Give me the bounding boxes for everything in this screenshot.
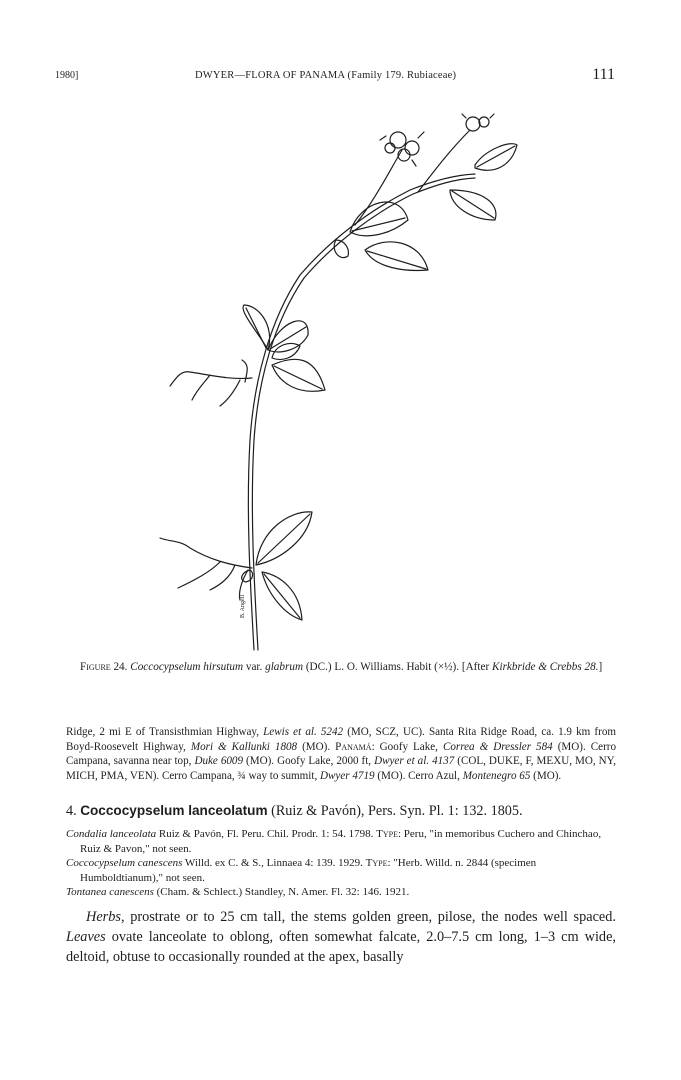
caption-end: ]	[598, 661, 603, 673]
citation-text: (MO). Goofy Lake, 2000 ft,	[243, 755, 375, 768]
header-year: 1980]	[55, 70, 79, 81]
figure-label: Figure 24.	[80, 661, 128, 673]
collector: Lewis et al. 5242	[263, 726, 344, 738]
collector: Duke 6009	[194, 755, 244, 768]
synonym-entry	[66, 885, 616, 900]
collector: Dwyer 4719	[320, 769, 375, 782]
citation-text: (MO).	[297, 740, 336, 753]
main-stem	[248, 174, 475, 650]
citation-text: (MO).	[530, 769, 562, 782]
description-term: Herbs	[86, 909, 121, 925]
type-citation: : Peru, "in memoribus Cuchero and Chinchao, Ruiz & Pavon," not seen.	[80, 828, 602, 855]
synonymy	[66, 827, 616, 900]
page-number: 111	[592, 66, 615, 83]
middle-leaves	[243, 305, 325, 391]
species-number: 4.	[66, 803, 77, 819]
botanical-illustration	[150, 110, 540, 655]
synonym-name: Condalia lanceolata	[66, 828, 157, 840]
province-name: Panamá	[335, 740, 372, 753]
collector: Correa & Dressler 584	[442, 740, 553, 753]
figure-caption	[66, 660, 616, 675]
caption-species: Coccocypselum hirsutum	[130, 661, 244, 673]
citation-text: Ridge, 2 mi E of Transisthmian Highway,	[66, 726, 264, 738]
type-label: Type	[376, 828, 398, 840]
citation-text: (MO, SCZ, UC). Santa Rita Ridge Road, ca. 1.9 km from Boyd-Roosevelt Highway,	[66, 726, 617, 753]
flower-stalks	[355, 130, 470, 225]
type-citation: : "Herb. Willd. n. 2844 (specimen Humboldtianum)," not seen.	[80, 857, 537, 884]
specimen-citations	[66, 725, 616, 783]
citation-text: (MO). Cerro Campana, savanna near top,	[66, 740, 617, 768]
citation-text: : Goofy Lake,	[371, 740, 443, 753]
caption-source: Kirkbride & Crebbs 28.	[492, 661, 599, 673]
species-heading	[66, 803, 626, 820]
description-text: , prostrate or to 25 cm tall, the stems golden green, pilose, the nodes well spaced.	[120, 909, 616, 925]
caption-variety: glabrum	[265, 661, 304, 673]
species-description	[66, 907, 616, 967]
description-term: Leaves	[66, 929, 106, 945]
artist-signature: B. Angell	[240, 594, 246, 618]
synonym-citation: Ruiz & Pavón, Fl. Peru. Chil. Prodr. 1: 54. 1798.	[156, 828, 377, 840]
citation-text: (COL, DUKE, F, MEXU, MO, NY, MICH, PMA, VEN). Cerro Campana, ¾ way to summit,	[66, 755, 616, 782]
roots	[160, 360, 252, 600]
caption-authority: (DC.) L. O. Williams. Habit (×½). [After	[305, 661, 490, 673]
synonym-citation: Willd. ex C. & S., Linnaea 4: 139. 1929.	[182, 857, 366, 870]
species-name: Coccocypselum lanceolatum	[80, 803, 268, 818]
type-label: Type	[365, 857, 388, 870]
collector: Mori & Kallunki 1808	[190, 740, 298, 753]
synonym-name: Coccocypselum canescens	[66, 857, 183, 870]
synonym-name: Tontanea canescens	[66, 886, 154, 899]
collector: Dwyer et al. 4137	[374, 755, 455, 768]
running-header	[55, 68, 615, 88]
collector: Montenegro 65	[462, 769, 531, 782]
description-text: ovate lanceolate to oblong, often somewhat falcate, 2.0–7.5 cm long, 1–3 cm wide, deltoid, obtuse to occasionally rounded at the apex, basally	[66, 929, 616, 965]
synonym-entry	[66, 856, 616, 885]
citation-text: (MO). Cerro Azul,	[374, 769, 463, 782]
synonym-citation: (Cham. & Schlect.) Standley, N. Amer. Fl. 32: 146. 1921.	[153, 886, 410, 899]
species-authority: (Ruiz & Pavón), Pers. Syn. Pl. 1: 132. 1805.	[267, 803, 523, 819]
header-title: DWYER—FLORA OF PANAMA (Family 179. Rubiaceae)	[195, 70, 457, 81]
caption-var-word: var.	[245, 661, 263, 673]
synonym-entry	[66, 827, 616, 856]
upper-leaves	[334, 144, 517, 271]
